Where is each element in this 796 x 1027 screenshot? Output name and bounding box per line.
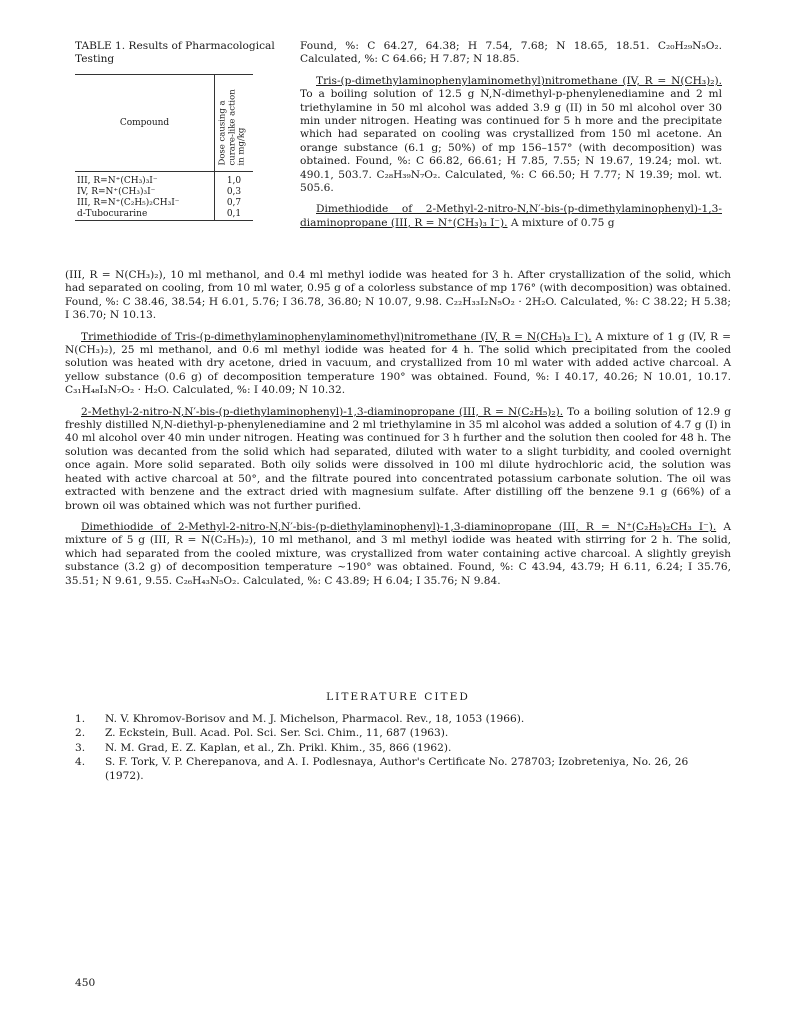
reference-text: N. M. Grad, E. Z. Kaplan, et al., Zh. Prikl. Khim., 35, 866 (1962). [105, 741, 452, 754]
compound-cell: III, R=N⁺(C₂H₅)₂CH₃I⁻ [75, 198, 215, 209]
procedure-paragraph-iv [300, 75, 722, 196]
dose-cell: 1,0 [226, 176, 242, 186]
reference-number: 3. [75, 741, 86, 754]
reference-text: S. F. Tork, V. P. Cherepanova, and A. I. Podlesnaya, Author's Certificate No. 278703; Izobreteniya, No. 26, 26 (1972). [105, 756, 689, 782]
procedure-continuation: (III, R = N(CH₃)₂), 10 ml methanol, and 0.4 ml methyl iodide was heated for 3 h. After crystallization of the solid, which had separated on cooling, from 10 ml water, 0.95 g of a colorless substance of mp 176° (with decomposition) was obtained. Found, %: C 38.46, 38.54; H 6.01, 5.76; I 36.78, 36.80; N 10.07, 9.98. C₂₂H₃₃I₂N₅O₂ · 2H₂O. Calculated, %: C 38.22; H 5.38; I 36.70; N 10.13. [65, 269, 731, 322]
reference-number: 4. [75, 756, 86, 769]
col-dose-label: Dose causing a curare-like action in mg/kg [217, 88, 247, 165]
reference-item [75, 756, 725, 783]
reference-item [75, 713, 725, 726]
right-column [300, 40, 722, 230]
procedure-text: A mixture of 0.75 g [510, 216, 615, 229]
table-header-row [75, 75, 253, 172]
procedure-paragraph-iii-diethyl [65, 406, 731, 513]
dose-cell: 0,3 [226, 187, 242, 197]
page-number: 450 [75, 977, 96, 989]
compound-cell: IV, R=N⁺(CH₃)₃I⁻ [75, 187, 215, 198]
compound-heading: Dimethiodide of 2-Methyl-2-nitro-N,N′-bis-(p-diethylaminophenyl)-1,3-diaminopropane (III, R = N⁺(C₂H₅)₂CH₃ I⁻). [81, 520, 717, 533]
reference-item [75, 727, 725, 740]
table-row [75, 172, 253, 188]
table-row [75, 198, 253, 209]
col-compound-header: Compound [75, 75, 215, 172]
compound-cell: d-Tubocurarine [75, 209, 215, 221]
reference-list [75, 713, 725, 784]
dose-cell: 0,7 [226, 198, 242, 208]
compound-cell: III, R=N⁺(CH₃)₃I⁻ [75, 172, 215, 188]
reference-text: N. V. Khromov-Borisov and M. J. Michelson, Pharmacol. Rev., 18, 1053 (1966). [105, 713, 525, 725]
reference-item [75, 742, 725, 755]
procedure-text: To a boiling solution of 12.9 g freshly distilled N,N-diethyl-p-phenylenediamine and 2 ml triethylamine in 35 ml alcohol was added a solution of 4.7 g (I) in 40 ml alcohol over 40 min under nitrogen. Heating was continued for 3 h further and the solution then cooled for 48 h. The solution was decanted from the solid which had separated, diluted with water to a slight turbidity, and cooled overnight once again. More solid separated. Both oily solids were dissolved in 100 ml dilute hydrochloric acid, the solution was heated with active charcoal at 50°, and the filtrate poured into concentrated potassium carbonate solution. The oil was extracted with benzene and the extract dried with magnesium sulfate. After distilling off the benzene 9.1 g (66%) of a brown oil was obtained which was not further purified. [65, 405, 731, 512]
dose-cell: 0,1 [215, 209, 254, 221]
table-row [75, 209, 253, 221]
procedure-paragraph-iv-trimethiodide [65, 331, 731, 398]
compound-heading: Dimethiodide of 2-Methyl-2-nitro-N,N′-bis-(p-dimethylaminophenyl)-1,3-diaminopropane (III, R = N⁺(CH₃)₃ I⁻). [300, 203, 722, 229]
table-block [75, 40, 283, 221]
compound-heading: 2-Methyl-2-nitro-N,N′-bis-(p-diethylaminophenyl)-1,3-diaminopropane (III, R = N(C₂H₅)₂). [81, 405, 564, 418]
reference-text: Z. Eckstein, Bull. Acad. Pol. Sci. Ser. Sci. Chim., 11, 687 (1963). [105, 727, 449, 740]
procedure-paragraph-iii-diethyl-dimethiodide [65, 521, 731, 588]
procedure-text: A mixture of 1 g (IV, R = N(CH₃)₂), 25 ml methanol, and 0.6 ml methyl iodide was heated for 4 h. The solid which precipitated from the cooled solution was heated with dry acetone, dried in vacuum, and crystallized from 10 ml water with added active charcoal. A yellow substance (0.6 g) of decomposition temperature 190° was obtained. Found, %: I 40.17, 40.26; N 10.01, 10.17. C₃₁H₄₈I₃N₇O₂ · H₂O. Calculated, %: I 40.09; N 10.32. [65, 330, 731, 397]
table-row [75, 187, 253, 198]
reference-number: 2. [75, 727, 86, 740]
pharmacology-table [75, 74, 253, 221]
col-dose-header [215, 75, 254, 172]
table-title: TABLE 1. Results of Pharmacological Testing [75, 40, 275, 65]
literature-heading: LITERATURE CITED [326, 691, 470, 703]
compound-heading: Tris-(p-dimethylaminophenylaminomethyl)nitromethane (IV, R = N(CH₃)₂). [316, 74, 722, 87]
analysis-paragraph: Found, %: C 64.27, 64.38; H 7.54, 7.68; N 18.65, 18.51. C₂₀H₂₉N₅O₂. Calculated, %: C 64.66; H 7.87; N 18.85. [300, 40, 722, 66]
procedure-text: A mixture of 5 g (III, R = N(C₂H₅)₂), 10 ml methanol, and 3 ml methyl iodide was heated with stirring for 2 h. The solid, which had separated from the cooled mixture, was crystallized from water containing active charcoal. A slightly greyish substance (3.2 g) of decomposition temperature ~190° was obtained. Found, %: C 43.94, 43.79; H 6.11, 6.24; I 35.76, 35.51; N 9.61, 9.55. C₂₆H₄₃N₅O₂. Calculated, %: C 43.89; H 6.04; I 35.76; N 9.84. [65, 520, 731, 587]
compound-heading: Trimethiodide of Tris-(p-dimethylaminophenylaminomethyl)nitromethane (IV, R = N(CH₃)₃ I⁻). [81, 330, 592, 343]
full-width-text [65, 269, 731, 588]
procedure-paragraph-iii-dimethiodide [300, 203, 722, 230]
procedure-text: To a boiling solution of 12.5 g N,N-dimethyl-p-phenylenediamine and 2 ml triethylamine in 50 ml alcohol was added 3.9 g (II) in 50 ml alcohol over 30 min under nitrogen. Heating was continued for 5 h more and the precipitate which had separated on cooling was crystallized from 150 ml acetone. An orange substance (6.1 g; 50%) of mp 156–157° (with decomposition) was obtained. Found, %: C 66.82, 66.61; H 7.85, 7.55; N 19.67, 19.24; mol. wt. 490.1, 503.7. C₂₈H₃₉N₇O₂. Calculated, %: C 66.50; H 7.77; N 19.39; mol. wt. 505.6. [300, 88, 722, 195]
reference-number: 1. [75, 713, 86, 725]
